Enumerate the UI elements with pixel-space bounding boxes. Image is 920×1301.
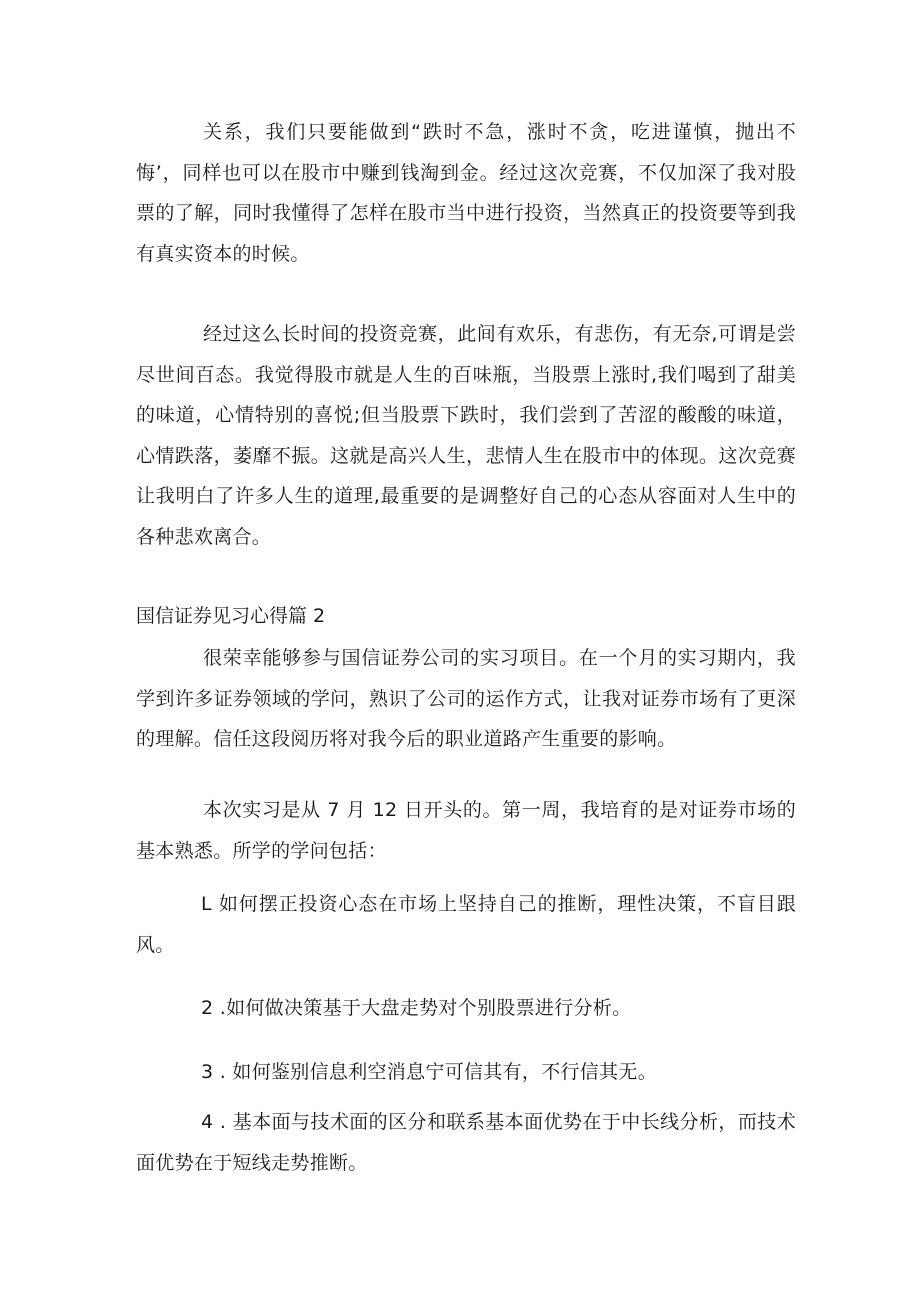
paragraph-first-week: 本次实习是从 7 月 12 日开头的。第一周，我培育的是对证券市场的基本熟悉。所学的学问包括： — [136, 799, 796, 862]
list-item-3: 3 . 如何鉴别信息利空消息宁可信其有，不行信其无。 — [201, 1061, 658, 1083]
list-item-1: L 如何摆正投资心态在市场上坚持自己的推断，理性决策，不盲目跟风。 — [136, 893, 796, 956]
paragraph-internship-intro: 很荣幸能够参与国信证券公司的实习项目。在一个月的实习期内，我学到许多证券领域的学问，熟识了公司的运作方式，让我对证券市场有了更深的理解。信任这段阅历将对我今后的职业道路产生重要的影响。 — [136, 647, 796, 750]
list-item-2: 2 .如何做决策基于大盘走势对个别股票进行分析。 — [201, 997, 632, 1019]
paragraph-competition-reflection: 经过这么长时间的投资竞赛，此间有欢乐，有悲伤，有无奈,可谓是尝尽世间百态。我觉得股市就是人生的百味瓶，当股票上涨时,我们喝到了甜美的味道，心情特别的喜悦;但当股票下跌时，我们尝到了苦涩的酸酸的味道，心情跌落，萎靡不振。这就是高兴人生，悲情人生在股市中的体现。这次竞赛让我明白了许多人生的道理,最重要的是调整好自己的心态从容面对人生中的各种悲欢离合。 — [136, 323, 796, 548]
section-heading: 国信证券见习心得篇 2 — [136, 605, 326, 627]
paragraph-stock-attitude: 关系，我们只要能做到“跌时不急，涨时不贪，吃进谨慎，抛出不悔’，同样也可以在股市中赚到钱淘到金。经过这次竞赛，不仅加深了我对股票的了解，同时我懂得了怎样在股市当中进行投资，当然真正的投资要等到我有真实资本的时候。 — [136, 121, 796, 265]
list-item-4: 4 . 基本面与技术面的区分和联系基本面优势在于中长线分析，而技术面优势在于短线走势推断。 — [136, 1111, 796, 1174]
